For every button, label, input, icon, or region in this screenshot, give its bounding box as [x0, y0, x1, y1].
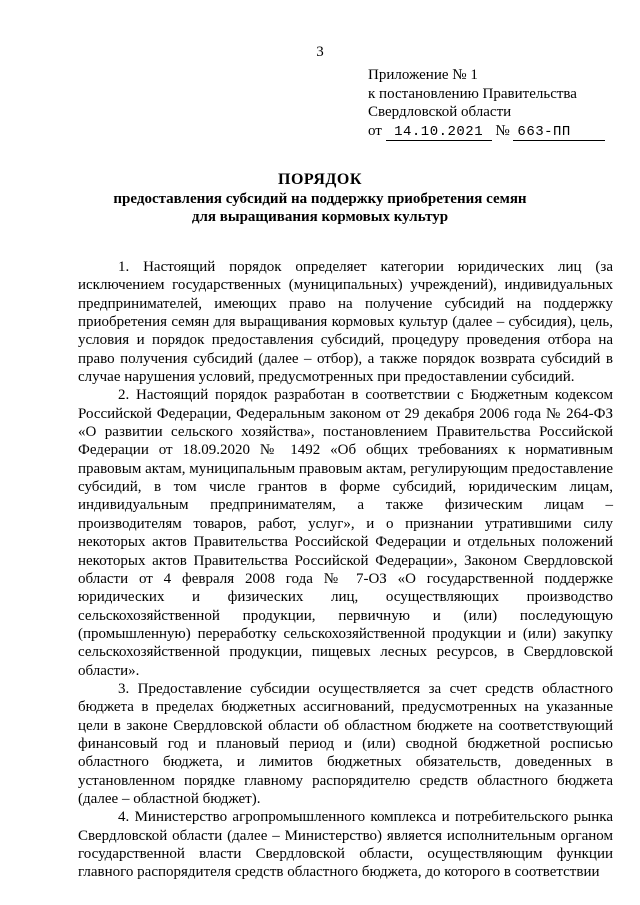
- appendix-title: Приложение № 1: [368, 67, 478, 83]
- document-title: ПОРЯДОК: [278, 171, 362, 188]
- appendix-region-line: Свердловской области: [368, 104, 512, 120]
- date-prefix: от: [368, 122, 382, 139]
- subtitle-line-1: предоставления субсидий на поддержку приобретения семян: [113, 191, 527, 207]
- paragraph-4: 4. Министерство агропромышленного комплекса и потребительского рынка Свердловской области (далее – Министерство) является исполнительным органом государственной власти Свердловской области, осуществляющим функции главного распорядителя средств областного бюджета, до которого в соответствии: [78, 809, 613, 881]
- subtitle-line-2: для выращивания кормовых культур: [191, 209, 449, 225]
- document-body: [78, 258, 613, 882]
- appendix-resolution-line: к постановлению Правительства: [368, 85, 577, 102]
- resolution-number: 663-ПП: [513, 125, 605, 141]
- resolution-date: 14.10.2021: [386, 125, 492, 141]
- paragraph-3: 3. Предоставление субсидии осуществляется за счет средств областного бюджета в пределах бюджетных ассигнований, предусмотренных на указанные цели в законе Свердловской области об областном бюджете на соответствующий финансовый год и плановый период и (или) сводной бюджетной росписью областного бюджета, и лимитов бюджетных обязательств, доведенных в установленном порядке главному распорядителю средств областного бюджета (далее – областной бюджет).: [78, 680, 613, 807]
- appendix-block: [368, 66, 605, 141]
- document-subtitle: [110, 190, 530, 226]
- paragraph-1: 1. Настоящий порядок определяет категории юридических лиц (за исключением государственных (муниципальных) учреждений), индивидуальных предпринимателей, имеющих право на получение субсидий на поддержку приобретения семян для выращивания кормовых культур (далее – субсидия), цель, условия и порядок предоставления субсидий, процедуру проведения отбора на право получения субсидий (далее – отбор), а также порядок возврата субсидий в случае нарушения условий, предусмотренных при предоставлении субсидий.: [78, 259, 613, 386]
- appendix-date-line: [368, 122, 605, 141]
- number-prefix: №: [495, 122, 510, 139]
- paragraph-2: 2. Настоящий порядок разработан в соответствии с Бюджетным кодексом Российской Федерации, Федеральным законом от 29 декабря 2006 года № 264-ФЗ «О развитии сельского хозяйства», постановлением Правительства Российской Федерации от 18.09.2020 № 1492 «Об общих требованиях к нормативным правовым актам, муниципальным правовым актам, регулирующим предоставление субсидий, в том числе грантов в форме субсидий, юридическим лицам, индивидуальным предпринимателям, а также физическим лицам – производителям товаров, работ, услуг», и о признании утратившими силу некоторых актов Правительства Российской Федерации и отдельных положений некоторых актов Правительства Российской Федерации», Законом Свердловской области от 4 февраля 2008 года № 7-ОЗ «О государственной поддержке юридических и физических лиц, осуществляющих производство сельскохозяйственной продукции, первичную и (или) последующую (промышленную) переработку сельскохозяйственной продукции и (или) закупку сельскохозяйственной продукции, пищевых лесных ресурсов, в Свердловской области».: [78, 387, 613, 679]
- page-number: 3: [316, 44, 324, 60]
